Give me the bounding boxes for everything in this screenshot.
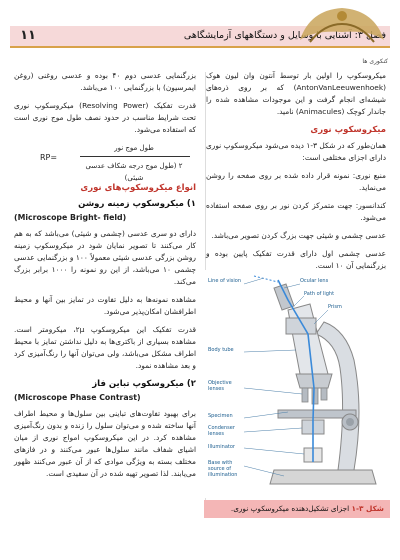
bright-field-text-3: قدرت تفکیک این میکروسکوپ ۲μ، میکرومتر است. مشاهده بسیاری از باکتری‌ها به دلیل نداشتن تمایز با محیط اطراف مشکل می‌باشد، ولی می‌توان آنها را رنگ‌آمیزی کرد و بعد مشاهده نمود. [14,325,197,370]
label-body-tube: Body tube [208,347,234,353]
label-condenser-lenses: Condenser lenses [208,425,235,437]
resolving-power-formula [14,142,196,182]
chapter-title: فصل ۳: آشنایی با وسایل و دستگاههای آزمایشگاهی [183,30,386,41]
page-header [0,0,400,64]
label-path-of-light: Path of light [304,291,335,297]
label-objective-lenses: Objective lenses [208,380,232,392]
bright-field-en: (Microscope Bright- field) [14,213,127,222]
logo-text: کنکوری ها [362,58,388,65]
magnification-text: عدسی چشمی اول دارای قدرت تفکیک پایین بوده و بزرگنمایی آن ۱۰ است. [206,249,386,270]
caption-text: اجزای تشکیل‌دهنده میکروسکوپ نوری. [230,504,350,513]
microscope-figure [204,270,390,498]
bright-field-heading: ۱) میکروسکوپ زمینه روشن [78,199,196,209]
fraction-bar [80,156,190,157]
formula-denominator: ۲ (طول موج درجه شکاف عدسی شیئی) [85,162,183,182]
section-heading-types: انواع میکروسکوپ‌های نوری [80,183,196,193]
formula-numerator: طول موج نور [114,144,154,152]
left-column [14,70,196,486]
light-source-text: منبع نوری: نمونه قرار داده شده بر روی صفحه را روشن می‌نماید. [206,171,386,192]
label-line-of-vision: Line of vision [208,278,241,284]
label-illuminator: Illuminator [208,444,235,450]
intro-paragraph: میکروسکوپ را اولین بار توسط آنتون وان لیون هوک (AntonVanLeeuwenhoek) که بر روی ذره‌های شیشه‌ای انجام گرفت و این موجودات مشاهده شده را جاندار کوچک (Animacules) نامید. [206,71,386,116]
logo-icon [290,0,394,62]
lens-intro: بزرگنمایی عدسی دوم ۴۰ بوده و عدسی روغنی (روغن ایمرسیون) با بزرگنمایی ۱۰۰ می‌باشد. [14,71,196,92]
section-heading-optical: میکروسکوپ نوری [310,125,386,135]
caption-number: شکل ۳-۱ [351,504,384,513]
lenses-text: عدسی چشمی و شیئی جهت بزرگ کردن تصویر می‌باشد. [211,231,386,240]
page-number: ۱۱ [20,28,36,43]
parts-intro: همان‌طور که در شکل ۳-۱ دیده می‌شود میکروسکوپ نوری دارای اجزای مختلفی است: [206,141,386,162]
figure-caption [204,500,390,518]
condenser-text: کندانسور: جهت متمرکز کردن نور بر روی صفحه استفاده می‌شود. [206,201,386,222]
bright-field-text-2: مشاهده نمونه‌ها به دلیل تفاوت در تمایز بین آنها و محیط اطرافشان امکان‌پذیر می‌شود. [14,295,196,316]
formula-lhs: RP= [40,153,58,162]
right-column [206,70,386,278]
phase-contrast-en: (Microscope Phase Contrast) [14,393,141,402]
resolving-power-text: قدرت تفکیک (Resolving Power) میکروسکوپ نوری تحت شرایط مناسب در حدود نصف طول موج نوری است که استفاده می‌شود. [14,101,197,134]
label-specimen: Specimen [208,413,233,419]
label-prism: Prism [328,304,342,310]
bright-field-text: دارای دو سری عدسی (چشمی و شیئی) می‌باشد که به هم کار می‌کنند تا تصویر نمایان شود در میکروسکوپ زمینه روشن بزرگی عدسی شیئی معمولاً ۱۰۰ و بزرگنمایی عدسی چشمی ۱۰ می‌باشد، از این رو نمونه را ۱۰۰۰ برابر بزرگ می‌کند. [14,229,196,286]
label-base: Base with source of illumination [208,460,238,478]
phase-contrast-text: برای بهبود تفاوت‌های تباینی بین سلول‌ها و محیط اطراف آنها ساخته شده و می‌توان سلول را زنده و بدون رنگ‌آمیزی مشاهده کرد. در این میکروسکوپ امواج نوری از میان اشیای شفاف مانند سلول‌ها عبور می‌کنند و در فازهای مختلف بسته به ویژگی موادی که از آن عبور می‌کنند ظهور می‌یابند. لذا تصویر تهیه شده در آن سفیدی است. [14,409,196,478]
phase-contrast-heading: ۲) میکروسکوپ تباین فاز [92,379,196,389]
label-ocular-lens: Ocular lens [300,278,329,284]
